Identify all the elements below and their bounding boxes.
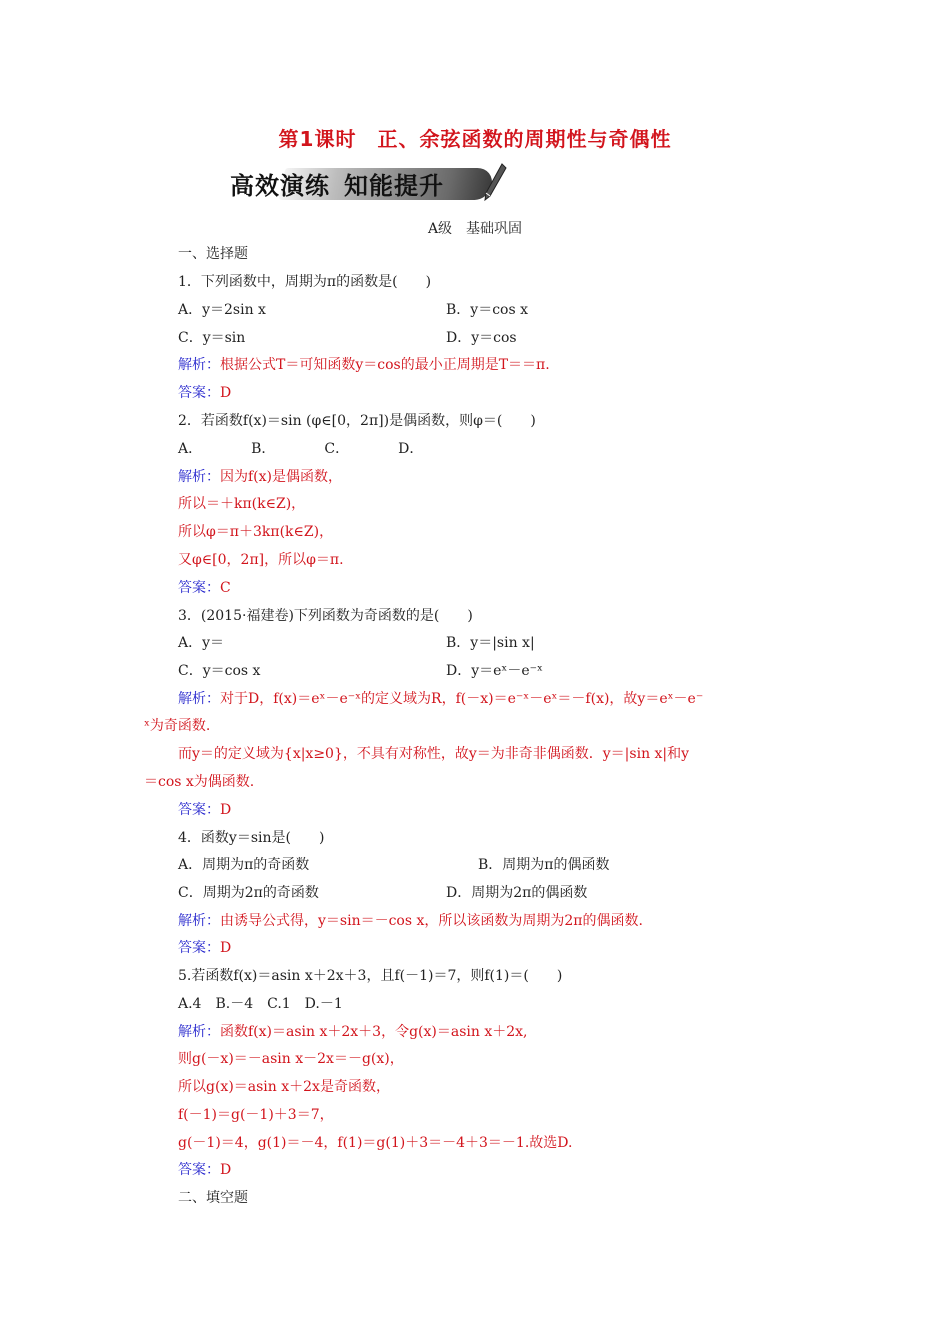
option: A．周期为π的奇函数	[178, 857, 310, 873]
analysis-label: 解析：	[178, 691, 220, 707]
answer-label: 答案：	[178, 580, 220, 596]
analysis-line: ＝cos x为偶函数.	[144, 774, 255, 790]
question-stem: 5.若函数f(x)＝asin x＋2x＋3，且f(－1)＝7，则f(1)＝( )	[178, 968, 563, 984]
answer-value: D	[220, 385, 232, 401]
level-heading: A级 基础巩固	[427, 221, 523, 237]
answer-value: D	[220, 802, 232, 818]
banner-right-text: 知能提升	[344, 172, 444, 200]
options-row: A.4 B.－4 C.1 D.－1	[178, 996, 343, 1012]
banner	[212, 160, 508, 208]
analysis-label: 解析：	[178, 357, 220, 373]
options-row: A． B． C． D．	[178, 441, 424, 457]
analysis-line: 所以φ＝π＋3kπ(k∈Z)，	[178, 524, 334, 540]
option: C．周期为2π的奇函数	[178, 885, 319, 901]
lesson-title: 第1课时 正、余弦函数的周期性与奇偶性	[278, 127, 672, 151]
section-heading: 二、填空题	[178, 1190, 248, 1206]
question-stem: 1．下列函数中，周期为π的函数是( )	[178, 274, 432, 290]
analysis-text: 对于D，f(x)＝eˣ－e⁻ˣ的定义域为R，f(－x)＝e⁻ˣ－eˣ＝－f(x)，故y＝eˣ－e⁻	[220, 691, 704, 707]
analysis-line: 则g(－x)＝－asin x－2x＝－g(x)，	[178, 1051, 404, 1067]
analysis-line: ˣ为奇函数.	[144, 718, 211, 734]
analysis-text: 根据公式T＝可知函数y＝cos的最小正周期是T＝＝π.	[220, 357, 550, 373]
option: D．y＝cos	[446, 330, 517, 346]
answer-label: 答案：	[178, 385, 220, 401]
answer-label: 答案：	[178, 940, 220, 956]
analysis-line: 又φ∈[0，2π]，所以φ＝π.	[178, 552, 344, 568]
question-stem: 4．函数y＝sin是( )	[178, 830, 325, 846]
analysis-label: 解析：	[178, 913, 220, 929]
section-heading: 一、选择题	[178, 246, 248, 262]
answer-label: 答案：	[178, 802, 220, 818]
question-stem: 3．(2015·福建卷)下列函数为奇函数的是( )	[178, 608, 473, 624]
analysis-line: 而y＝的定义域为{x|x≥0}，不具有对称性，故y＝为非奇非偶函数．y＝|sin x|和y	[178, 746, 690, 762]
analysis-line: f(－1)＝g(－1)＋3＝7，	[178, 1107, 334, 1123]
analysis-label: 解析：	[178, 469, 220, 485]
answer-value: D	[220, 1162, 232, 1178]
option: A．y＝	[178, 635, 225, 651]
analysis-text: 因为f(x)是偶函数，	[220, 469, 343, 485]
answer-value: C	[220, 580, 231, 596]
question-stem: 2．若函数f(x)＝sin (φ∈[0，2π])是偶函数，则φ＝( )	[178, 413, 536, 429]
option: A．y＝2sin x	[178, 302, 266, 318]
answer-value: D	[220, 940, 232, 956]
option: C．y＝cos x	[178, 663, 261, 679]
banner-left-text: 高效演练	[230, 172, 330, 200]
answer-label: 答案：	[178, 1162, 220, 1178]
analysis-text: 函数f(x)＝asin x＋2x＋3，令g(x)＝asin x＋2x,	[220, 1024, 528, 1040]
option: D．y＝eˣ－e⁻ˣ	[446, 663, 543, 679]
analysis-line: g(－1)＝4，g(1)＝－4，f(1)＝g(1)＋3＝－4＋3＝－1.故选D.	[178, 1135, 573, 1151]
option: D．周期为2π的偶函数	[446, 885, 588, 901]
analysis-line: 所以g(x)＝asin x＋2x是奇函数，	[178, 1079, 390, 1095]
option: B．y＝cos x	[446, 302, 528, 318]
analysis-text: 由诱导公式得，y＝sin＝－cos x，所以该函数为周期为2π的偶函数.	[220, 913, 643, 929]
option: B．y＝|sin x|	[446, 635, 535, 651]
analysis-label: 解析：	[178, 1024, 220, 1040]
analysis-line: 所以＝＋kπ(k∈Z)，	[178, 496, 306, 512]
option: C．y＝sin	[178, 330, 246, 346]
pen-icon	[482, 162, 508, 202]
option: B．周期为π的偶函数	[478, 857, 610, 873]
